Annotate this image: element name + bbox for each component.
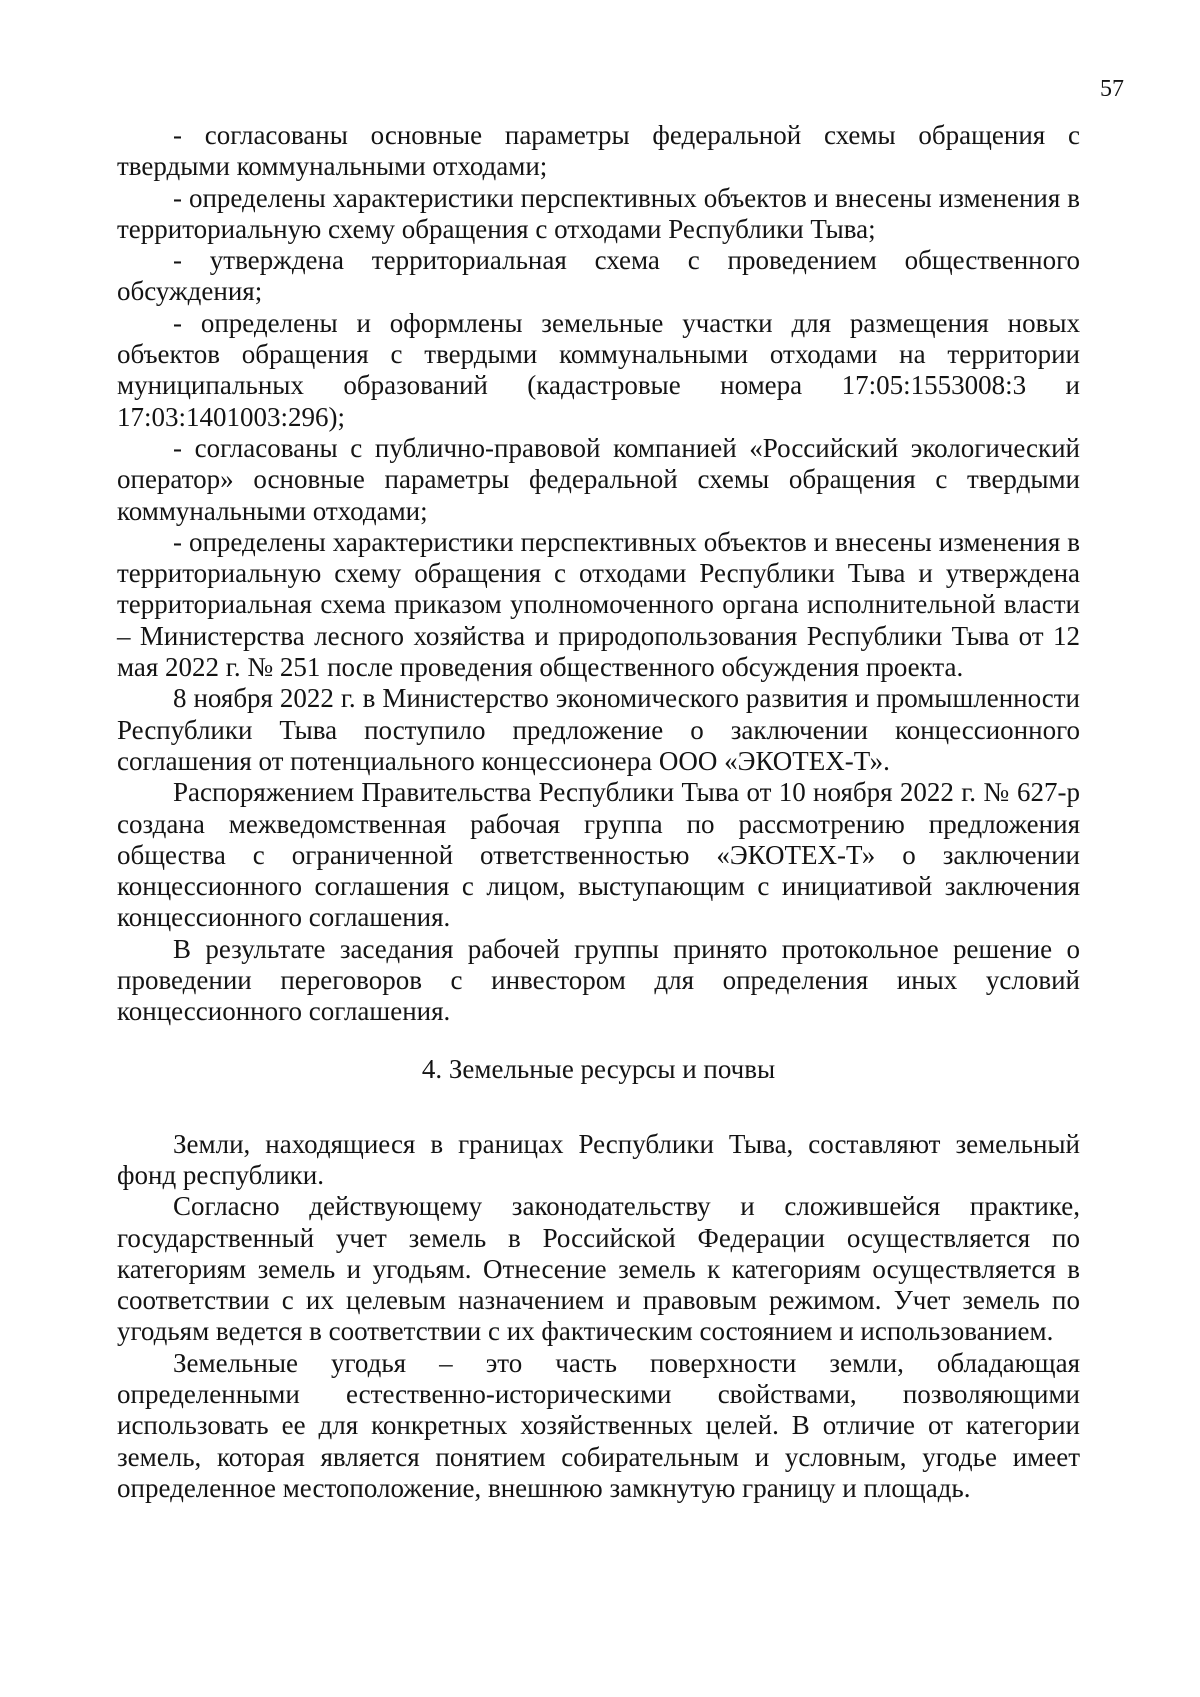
paragraph: 8 ноября 2022 г. в Министерство экономического развития и промышленности Республики Тыва поступило предложение о заключении концессионного соглашения от потенциального концессионера ООО «ЭКОТЕХ-Т». [117,683,1080,776]
paragraph: - определены характеристики перспективных объектов и внесены изменения в территориальную схему обращения с отходами Республики Тыва и утверждена территориальная схема приказом уполномоченного органа исполнительной власти – Министерства лесного хозяйства и природопользования Республики Тыва от 12 мая 2022 г. № 251 после проведения общественного обсуждения проекта. [117,526,1080,683]
paragraph: Земельные угодья – это часть поверхности земли, обладающая определенными естественно-историческими свойствами, позволяющими использовать ее для конкретных хозяйственных целей. В отличие от категории земель, которая является понятием собирательным и условным, угодье имеет определенное местоположение, внешнюю замкнутую границу и площадь. [117,1347,1080,1503]
paragraph: - определены характеристики перспективных объектов и внесены изменения в территориальную схему обращения с отходами Республики Тыва; [117,182,1080,244]
paragraph: - согласованы с публично-правовой компанией «Российский экологический оператор» основные параметры федеральной схемы обращения с твердыми коммунальными отходами; [117,432,1080,526]
paragraph: Согласно действующему законодательству и сложившейся практике, государственный учет земель в Российской Федерации осуществляется по категориям земель и угодьям. Отнесение земель к категориям осуществляется в соответствии с их целевым назначением и правовым режимом. Учет земель по угодьям ведется в соответствии с их фактическим состоянием и использованием. [117,1191,1080,1347]
paragraph: В результате заседания рабочей группы принято протокольное решение о проведении переговоров с инвестором для определения иных условий концессионного соглашения. [117,933,1080,1027]
page-number: 57 [1100,76,1124,102]
section-heading: 4. Земельные ресурсы и почвы [421,1053,776,1084]
paragraph: - определены и оформлены земельные участки для размещения новых объектов обращения с твердыми коммунальными отходами на территории муниципальных образований (кадастровые номера 17:05:1553008:3 и 17:03:1401003:296); [117,307,1080,432]
paragraph: Распоряжением Правительства Республики Тыва от 10 ноября 2022 г. № 627-р создана межведомственная рабочая группа по рассмотрению предложения общества с ограниченной ответственностью «ЭКОТЕХ-Т» о заключении концессионного соглашения с лицом, выступающим с инициативой заключения концессионного соглашения. [117,777,1080,933]
document-body [117,120,1080,1504]
paragraph: - согласованы основные параметры федеральной схемы обращения с твердыми коммунальными отходами; [117,120,1080,182]
paragraph: - утверждена территориальная схема с проведением общественного обсуждения; [117,245,1080,307]
paragraph: Земли, находящиеся в границах Республики Тыва, составляют земельный фонд республики. [117,1128,1080,1190]
